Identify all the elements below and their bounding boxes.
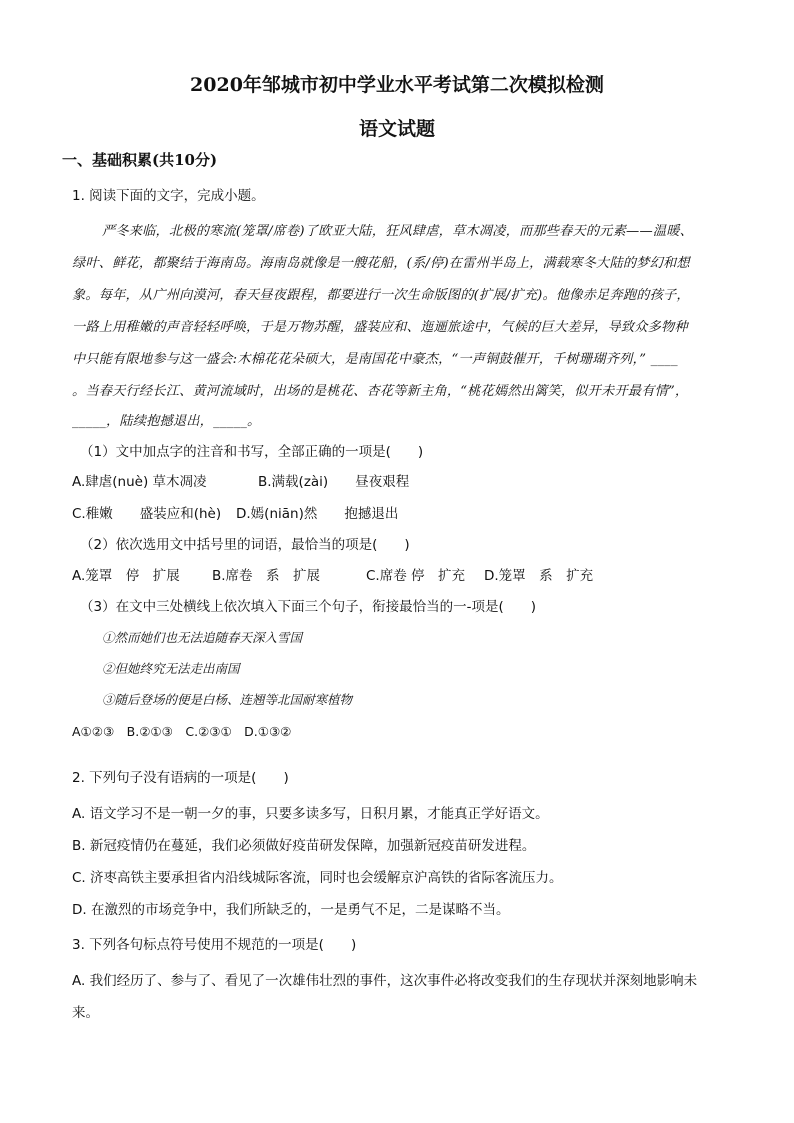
question-3-stem: 3. 下列各句标点符号使用不规范的一项是( )	[72, 937, 357, 953]
option-a: A. 我们经历了、参与了、看见了一次雄伟壮烈的事件，这次事件必将改变我们的生存现状并深刻地影响未	[72, 973, 698, 989]
passage-line: 一路上用稚嫩的声音轻轻呼唤，于是万物苏醒，盛装应和、迤逦旅途中，气候的巨大差异，导致众多物种	[72, 320, 688, 335]
option-b: B. 新冠疫情仍在蔓延，我们必须做好疫苗研发保障，加强新冠疫苗研发进程。	[72, 838, 536, 854]
option-b: B.席卷 系 扩展	[212, 568, 321, 584]
passage-line: _____，陆续抱撼退出，_____。	[72, 414, 261, 429]
exam-subtitle: 语文试题	[358, 118, 435, 140]
option-c: C.席卷 停 扩充	[366, 568, 466, 584]
option-a-continued: 来。	[72, 1005, 99, 1021]
subquestion-3-options: A①②③ B.②①③ C.②③① D.①③②	[72, 724, 292, 739]
option-d: D.笼罩 系 扩充	[484, 568, 594, 584]
option-a: A. 语文学习不是一朝一夕的事，只要多读多写，日积月累，才能真正学好语文。	[72, 806, 549, 822]
passage-line: 象。每年，从广州向漠河，春天昼夜跟程，都要进行一次生命版图的(扩展/扩充)。他像赤足奔跑的孩子，	[72, 288, 690, 303]
option-d: D.嫣(niān)然 抱撼退出	[236, 506, 399, 522]
option-a: A.笼罩 停 扩展	[72, 568, 180, 584]
subquestion-2-stem: （2）依次选用文中括号里的词语，最恰当的项是( )	[80, 537, 410, 553]
passage-line: 中只能有限地参与这一盛会:木棉花花朵硕大，是南国花中豪杰，“一声铜鼓催开，千树珊瑚齐列，” ____	[72, 352, 678, 367]
subquestion-3-stem: （3）在文中三处横线上依次填入下面三个句子，衔接最恰当的一-项是( )	[80, 599, 536, 615]
section-heading: 一、基础积累(共10分)	[62, 151, 218, 169]
passage-line: 严冬来临，北极的寒流(笼罩/席卷)了欧亚大陆，狂风肆虐，草木凋凌，而那些春天的元素——温暖、	[102, 224, 693, 239]
option-a: A.肆虐(nuè) 草木凋凌	[72, 474, 207, 490]
question-2-stem: 2. 下列句子没有语病的一项是( )	[72, 770, 289, 786]
option-c: C. 济枣高铁主要承担省内沿线城际客流，同时也会缓解京沪高铁的省际客流压力。	[72, 870, 563, 886]
sentence-1: ①然而她们也无法追随春天深入雪国	[102, 630, 303, 645]
passage-line: 绿叶、鲜花，都聚结于海南岛。海南岛就像是一艘花船，(系/停)在雷州半岛上，满载寒冬大陆的梦幻和想	[72, 256, 690, 271]
question-1-stem: 1. 阅读下面的文字，完成小题。	[72, 188, 265, 204]
option-d: D. 在激烈的市场竞争中，我们所缺乏的，一是勇气不足，二是谋略不当。	[72, 902, 510, 918]
exam-title: 2020年邹城市初中学业水平考试第二次模拟检测	[190, 74, 604, 96]
sentence-2: ②但她终究无法走出南国	[102, 661, 240, 676]
option-b: B.满载(zài) 昼夜艰程	[258, 474, 410, 490]
subquestion-1-stem: （1）文中加点字的注音和书写，全部正确的一项是( )	[80, 444, 424, 460]
passage-line: 。当春天行经长江、黄河流域时，出场的是桃花、杏花等新主角，“桃花嫣然出篱笑，似开未开最有情”，	[72, 384, 689, 399]
sentence-3: ③随后登场的便是白杨、连翘等北国耐寒植物	[102, 692, 353, 707]
option-c: C.稚嫩 盛装应和(hè)	[72, 506, 222, 522]
